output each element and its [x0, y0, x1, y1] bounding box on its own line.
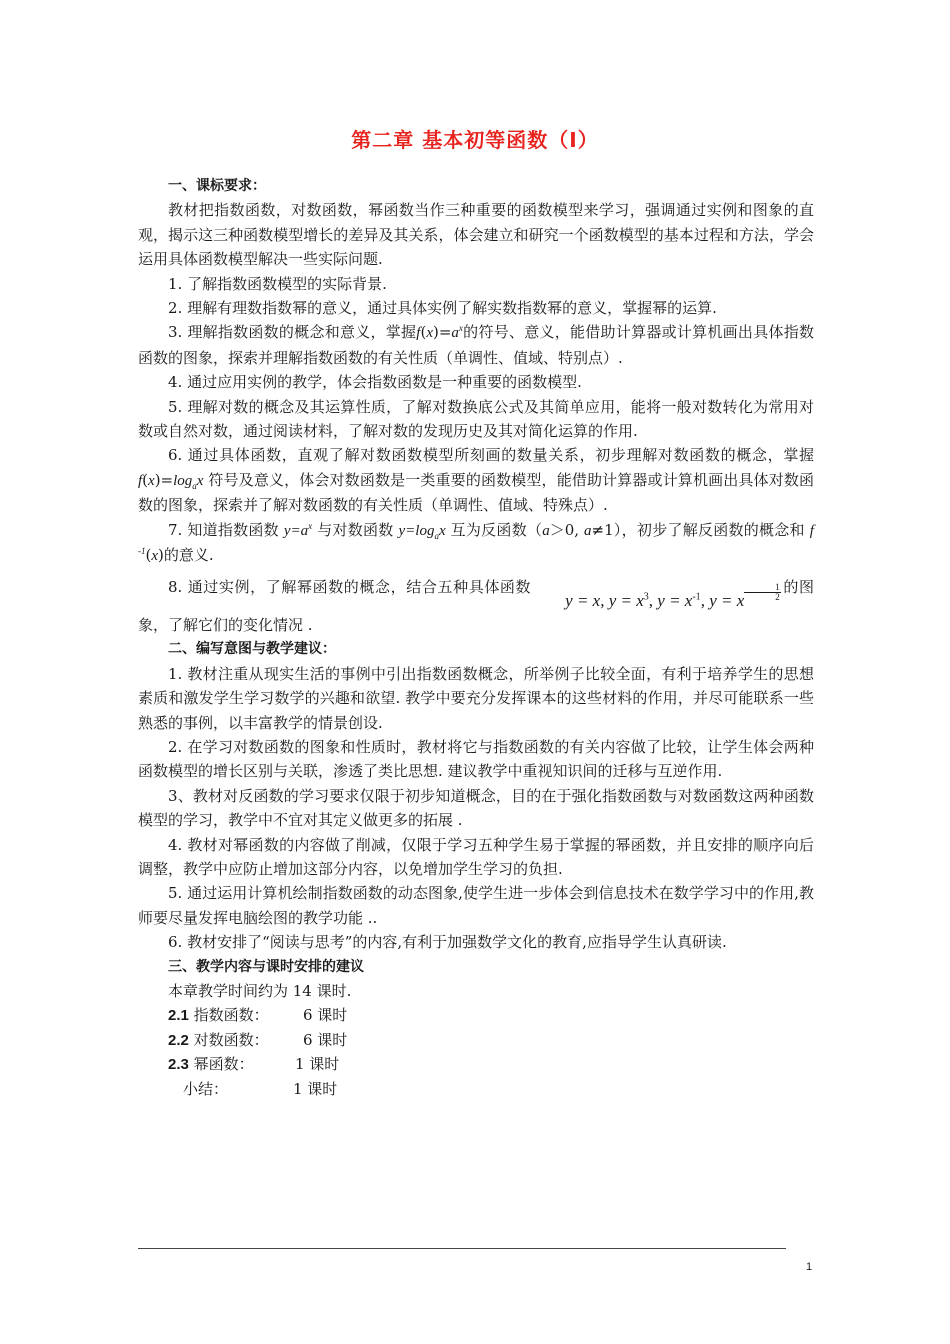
chapter-title: 第二章 基本初等函数（Ⅰ）: [351, 128, 599, 152]
paragraph-intro: 教材把指数函数，对数函数，幂函数当作三种重要的函数模型来学习，强调通过实例和图象的直观，揭示这三种函数模型增长的差异及其关系，体会建立和研究一个函数模型的基本过程和方法，学会运用具体函数模型解决一些实际问题.: [138, 201, 814, 269]
section-heading-2: 二、编写意图与教学建议：: [168, 641, 336, 658]
paragraph-advice-3: 3、教材对反函数的学习要求仅限于初步知道概念，目的在于强化指数函数与对数函数这两种函数模型的学习，教学中不宜对其定义做更多的拓展 .: [138, 786, 814, 830]
section-heading-1: 一、课标要求：: [168, 178, 266, 194]
schedule-table: [138, 979, 814, 1101]
list-item-2: 2. 理解有理数指数幂的意义，通过具体实例了解实数指数幂的意义，掌握幂的运算.: [168, 299, 717, 318]
paragraph-advice-1: 1. 教材注重从现实生活的事例中引出指数函数概念，所举例子比较全面，有利于培养学生的思想素质和激发学生学习数学的兴趣和欲望. 教学中要充分发挥课本的这些材料的作用，并尽可能联系一些熟悉的事例，以丰富教学的情景创设.: [138, 664, 814, 732]
section-heading-3: 三、教学内容与课时安排的建议: [168, 958, 364, 975]
paragraph-advice-2: 2. 在学习对数函数的图象和性质时，教材将它与指数函数的有关内容做了比较，让学生体会两种函数模型的增长区别与关联，渗透了类比思想. 建议教学中重视知识间的迁移与互逆作用.: [138, 737, 814, 781]
list-item-1: 1. 了解指数函数模型的实际背景.: [168, 274, 387, 293]
paragraph-advice-6: 6. 教材安排了“阅读与思考”的内容,有利于加强数学文化的教育,应指导学生认真研读.: [168, 933, 727, 952]
list-item-8: 8. 通过实例，了解幂函数的概念，结合五种具体函数y = x, $y = x^3$, $y = x^{-1}$, y = x $\frac{1}{2}$ 的图象，了解它们的变化情况 .: [138, 577, 814, 634]
schedule-total: 本章教学时间约为 14 课时.: [168, 982, 352, 1000]
page-number: 1: [806, 1261, 813, 1273]
list-item-5: 5. 理解对数的概念及其运算性质，了解对数换底公式及其简单应用，能将一般对数转化为常用对数或自然对数，通过阅读材料，了解对数的发现历史及其对简化运算的作用.: [138, 397, 814, 441]
schedule-summary: 小结： 1 课时: [183, 1079, 338, 1098]
footer-divider: [138, 1248, 786, 1249]
formula-exponential: f: [416, 325, 421, 342]
formula-log-function: $y=\log_ax$: [398, 522, 446, 541]
schedule-row: 2.1 指数函数： 6 课时: [168, 1006, 348, 1025]
formula-inverse: f $^{-1}$: [138, 522, 814, 557]
formula-logarithmic: f: [138, 472, 143, 489]
formula-exp-function: $y=a^x$: [283, 520, 313, 539]
schedule-row: 2.3 幂函数： 1 课时: [168, 1055, 340, 1074]
paragraph-advice-5: 5. 通过运用计算机绘制指数函数的动态图象,使学生进一步体会到信息技术在数学学习中的作用,教师要尽量发挥电脑绘图的教学功能 ..: [138, 884, 814, 927]
formula-power-functions: y = x, $y = x^3$, $y = x^{-1}$, y = x $\frac{1}{2}$: [565, 581, 780, 610]
document-body: [138, 174, 814, 1101]
list-item-7: 7. 知道指数函数 $y=a^x$ 与对数函数 $y=\log_ax$ 互为反函数（a＞0, a≠1），初步了解反函数的概念和 f $^{-1}$(x)的意义.: [138, 520, 814, 565]
schedule-row: 2.2 对数函数： 6 课时: [168, 1030, 348, 1049]
list-item-3: 3. 理解指数函数的概念和意义，掌握$f(x)=a^x$的符号、意义，能借助计算器或计算机画出具体指数函数的图象，探索并理解指数函数的有关性质（单调性、值域、特别点）.: [138, 323, 814, 367]
paragraph-advice-4: 4. 教材对幂函数的内容做了削减，仅限于学习五种学生易于掌握的幂函数，并且安排的顺序向后调整，教学中应防止增加这部分内容，以免增加学生学习的负担.: [138, 835, 814, 878]
list-item-6: 6. 通过具体函数，直观了解对数函数模型所刻画的数量关系，初步理解对数函数的概念，掌握$f(x)=\log_ax$ 符号及意义，体会对数函数是一类重要的函数模型，能借助计算器或计算机画出具体对数函数的图象，探索并了解对数函数的有关性质（单调性、值域、特殊点）.: [138, 446, 814, 515]
list-item-4: 4. 通过应用实例的教学，体会指数函数是一种重要的函数模型.: [168, 373, 582, 392]
